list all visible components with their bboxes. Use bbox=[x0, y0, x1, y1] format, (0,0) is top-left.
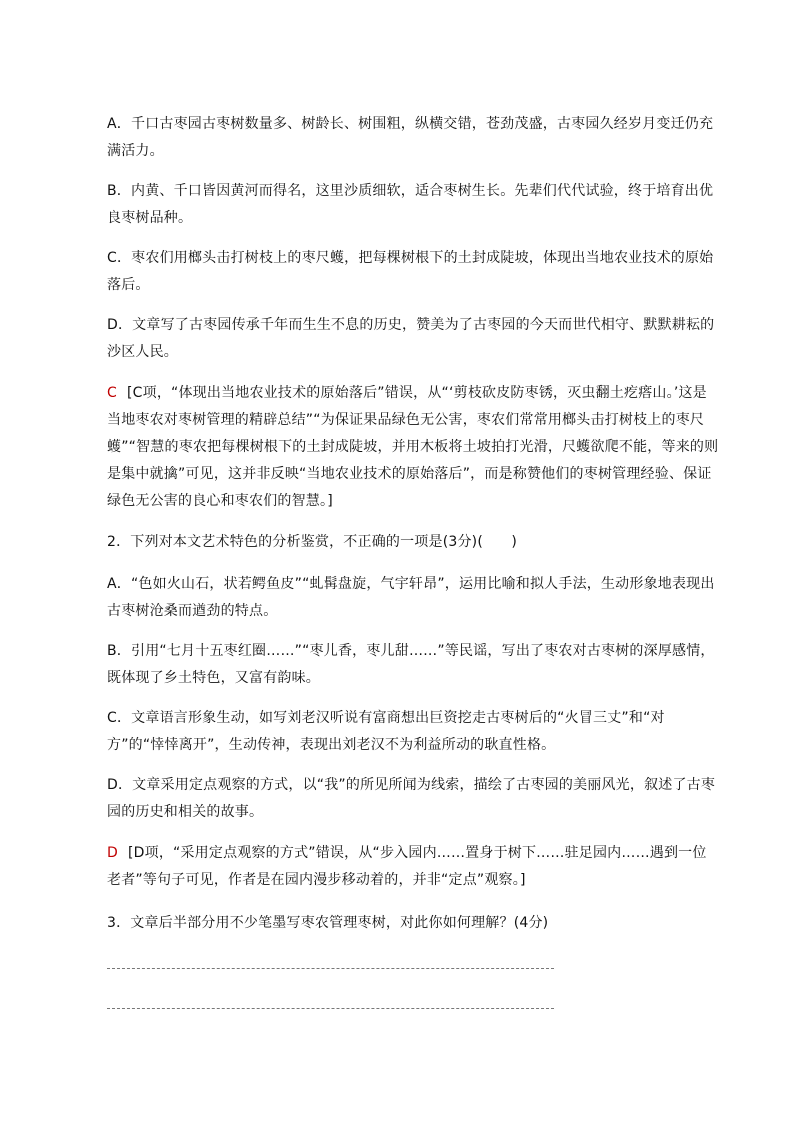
q2-option-d: D．文章采用定点观察的方式，以“我”的所见所闻为线索，描绘了古枣园的美丽风光，叙述了古枣园的历史和相关的故事。 bbox=[107, 777, 716, 820]
q1-answer-letter: C bbox=[107, 385, 117, 401]
q2-option-a: A．“色如火山石，状若鳄鱼皮”“虬髯盘旋，气宇轩昂”，运用比喻和拟人手法，生动形象地表现出古枣树沧桑而遒劲的特点。 bbox=[107, 576, 715, 619]
q2-option-c: C．文章语言形象生动，如写刘老汉听说有富商想出巨资挖走古枣树后的“火冒三丈”和“对方”的“悻悻离开”，生动传神，表现出刘老汉不为利益所动的耿直性格。 bbox=[107, 710, 665, 753]
q1-option-a: A．千口古枣园古枣树数量多、树龄长、树围粗，纵横交错，苍劲茂盛，古枣园久经岁月变迁仍充满活力。 bbox=[107, 116, 714, 159]
q1-explanation: [C项，“体现出当地农业技术的原始落后”错误，从“‘剪枝砍皮防枣锈，灭虫翻土疙瘩山。’这是当地枣农对枣树管理的精辟总结”“为保证果品绿色无公害，枣农们常常用榔头击打树枝上的枣尺蠖”“智慧的枣农把每棵树根下的土封成陡坡，并用木板将土坡拍打光滑，尺蠖欲爬不能，等来的则是集中就擒”可见，这并非反映“当地农业技术的原始落后”，而是称赞他们的枣树管理经验、保证绿色无公害的良心和枣农们的智慧。] bbox=[107, 385, 719, 509]
q1-option-b: B．内黄、千口皆因黄河而得名，这里沙质细软，适合枣树生长。先辈们代代试验，终于培育出优良枣树品种。 bbox=[107, 183, 714, 226]
q2-stem: 2．下列对本文艺术特色的分析鉴赏，不正确的一项是(3分)( ) bbox=[107, 534, 518, 550]
q1-option-c: C．枣农们用榔头击打树枝上的枣尺蠖，把每棵树根下的土封成陡坡，体现出当地农业技术的原始落后。 bbox=[107, 250, 714, 293]
q2-option-b: B．引用“七月十五枣红圈……”“枣儿香，枣儿甜……”等民谣，写出了枣农对古枣树的深厚感情，既体现了乡土特色，又富有韵味。 bbox=[107, 643, 715, 686]
q2-explanation: [D项，“采用定点观察的方式”错误，从“步入园内……置身于树下……驻足园内……遇到一位老者”等句子可见，作者是在园内漫步移动着的，并非“定点”观察。] bbox=[107, 845, 707, 888]
q2-answer bbox=[107, 840, 719, 894]
answer-blank-line-1[interactable] bbox=[107, 968, 554, 969]
q3-stem: 3．文章后半部分用不少笔墨写枣农管理枣树，对此你如何理解？(4分) bbox=[107, 915, 549, 931]
q2-answer-letter: D bbox=[107, 845, 118, 861]
q1-option-d: D．文章写了古枣园传承千年而生生不息的历史，赞美为了古枣园的今天而世代相守、默默耕耘的沙区人民。 bbox=[107, 317, 715, 360]
q1-answer bbox=[107, 380, 719, 515]
answer-blank-line-2[interactable] bbox=[107, 1008, 554, 1009]
